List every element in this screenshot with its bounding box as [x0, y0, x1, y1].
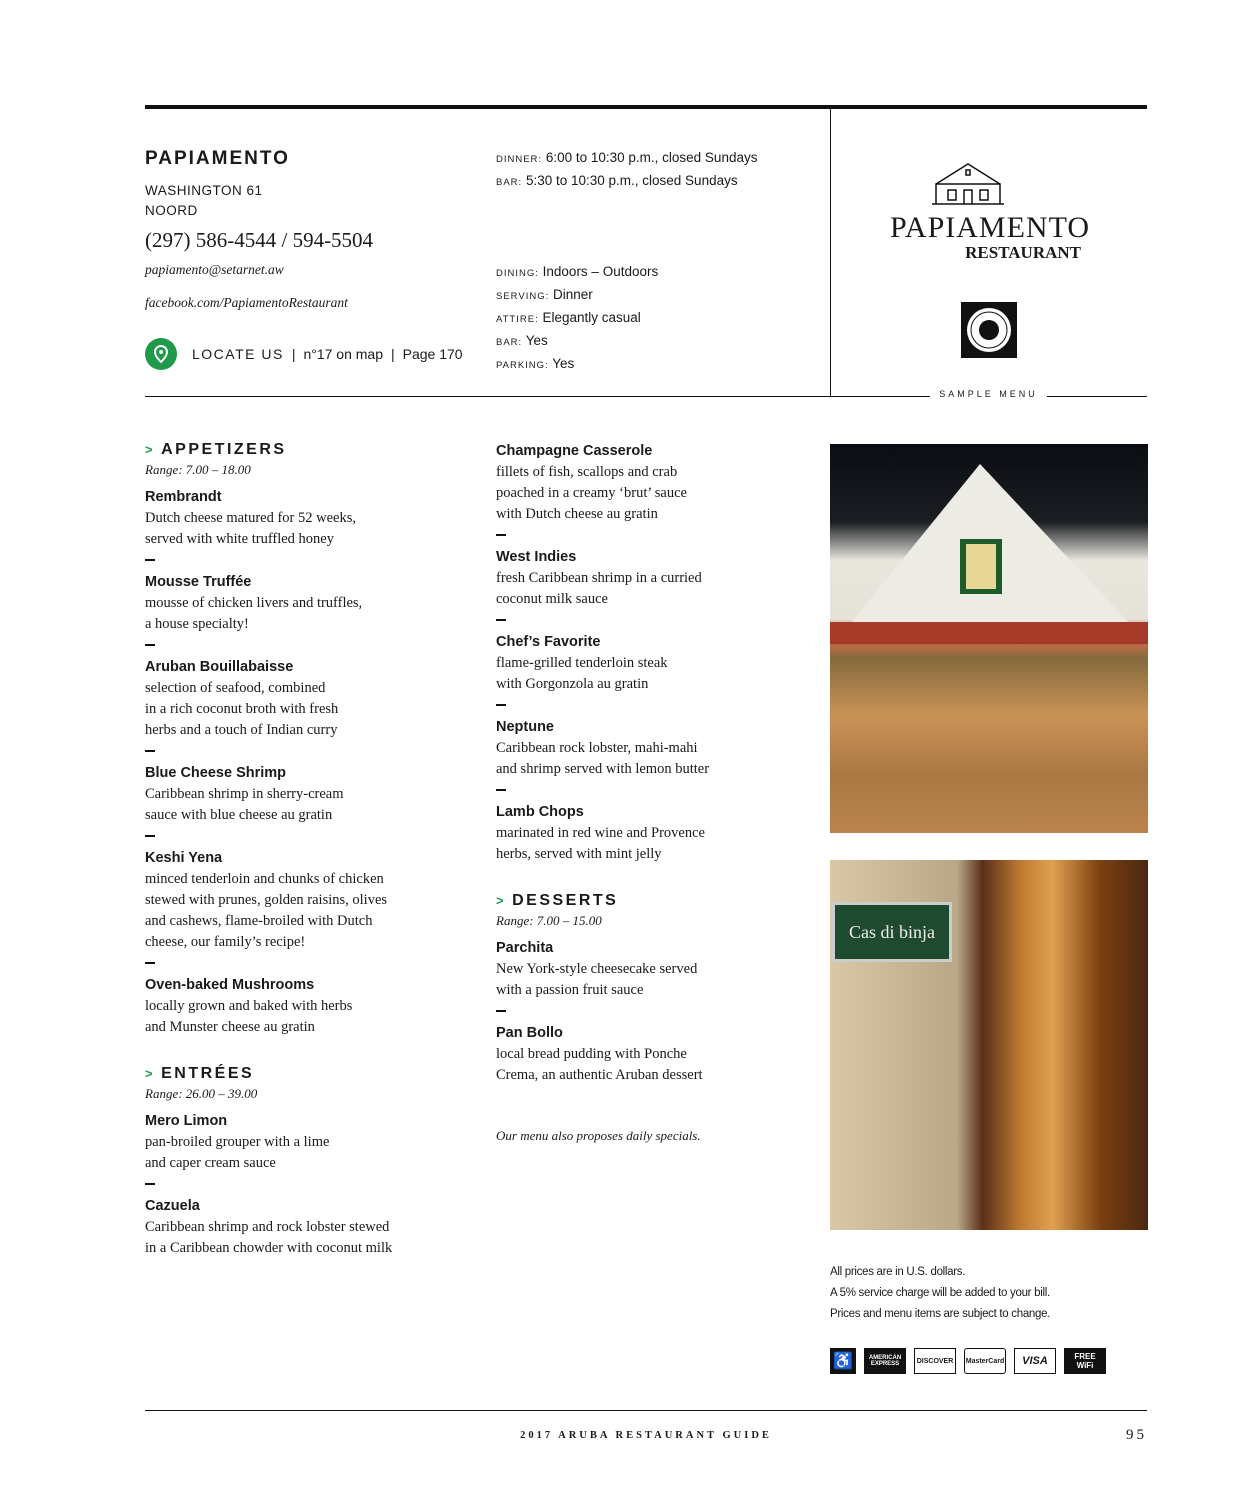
item-description: flame-grilled tenderloin steak [496, 655, 668, 671]
hours-bar [496, 170, 757, 193]
spacer [145, 1038, 465, 1064]
menu-item [145, 974, 465, 1038]
price-range: Range: 26.00 – 39.00 [145, 1086, 258, 1101]
label: SERVING: [496, 291, 550, 302]
value: Yes [525, 333, 548, 348]
menu-item [145, 486, 465, 550]
item-description: with a passion fruit sauce [496, 982, 644, 998]
item-description: Caribbean shrimp and rock lobster stewed [145, 1219, 390, 1235]
item-description: herbs and a touch of Indian curry [145, 722, 338, 738]
discover-icon: DISCOVER [914, 1348, 956, 1374]
item-description: and shrimp served with lemon butter [496, 761, 710, 777]
item-description: Caribbean shrimp in sherry-cream [145, 786, 344, 802]
price-range: Range: 7.00 – 18.00 [145, 462, 251, 477]
specials-note: Our menu also proposes daily specials. [496, 1128, 701, 1143]
menu-item [145, 1195, 465, 1259]
hours [496, 147, 757, 193]
dash-divider [496, 1010, 506, 1012]
item-name: Rembrandt [145, 489, 222, 505]
item-description: Caribbean rock lobster, mahi-mahi [496, 740, 698, 756]
map-pin-icon [145, 338, 177, 370]
value: 5:30 to 10:30 p.m., closed Sundays [525, 173, 738, 188]
visa-icon: VISA [1014, 1348, 1056, 1374]
separator: | [391, 346, 395, 362]
mastercard-icon: MasterCard [964, 1348, 1006, 1374]
page-reference: Page 170 [402, 346, 463, 362]
restaurant-name: PAPIAMENTO [145, 148, 290, 169]
locate-us[interactable] [145, 338, 463, 370]
menu-column-left [145, 440, 465, 1259]
item-description: stewed with prunes, golden raisins, olives [145, 892, 388, 908]
wine-cellar-photo [830, 860, 1148, 1230]
item-description: selection of seafood, combined [145, 680, 326, 696]
chevron-right-icon: > [145, 442, 156, 457]
note: Prices and menu items are subject to change. [830, 1308, 1051, 1320]
building-icon [928, 160, 1008, 208]
wifi-icon: FREE WiFi [1064, 1348, 1106, 1374]
item-description: and Munster cheese au gratin [145, 1019, 315, 1035]
price-range: Range: 7.00 – 15.00 [496, 913, 602, 928]
item-name: Champagne Casserole [496, 443, 653, 459]
item-description: local bread pudding with Ponche [496, 1046, 687, 1062]
item-description: and caper cream sauce [145, 1155, 276, 1171]
item-name: Cazuela [145, 1198, 200, 1214]
item-name: Parchita [496, 940, 554, 956]
item-description: Crema, an authentic Aruban dessert [496, 1067, 703, 1083]
facebook-link[interactable]: facebook.com/PapiamentoRestaurant [145, 295, 348, 310]
item-name: Blue Cheese Shrimp [145, 765, 287, 781]
email-link[interactable]: papiamento@setarnet.aw [145, 262, 284, 277]
section-heading [496, 891, 816, 911]
address-line: NOORD [145, 203, 198, 218]
item-description: with Dutch cheese au gratin [496, 506, 658, 522]
item-description: and cashews, flame-broiled with Dutch [145, 913, 373, 929]
address [145, 181, 263, 221]
label: PARKING: [496, 360, 549, 371]
item-name: Neptune [496, 719, 554, 735]
section-heading [145, 440, 465, 460]
item-description: served with white truffled honey [145, 531, 334, 547]
menu-item [496, 801, 816, 865]
item-description: pan-broiled grouper with a lime [145, 1134, 330, 1150]
item-description: a house specialty! [145, 616, 249, 632]
dash-divider [496, 619, 506, 621]
address-line: WASHINGTON 61 [145, 183, 263, 198]
wheelchair-icon: ♿ [830, 1348, 856, 1374]
dash-divider [496, 789, 506, 791]
item-description: fillets of fish, scallops and crab [496, 464, 678, 480]
detail-serving [496, 284, 658, 307]
dash-divider [145, 962, 155, 964]
divider [1047, 396, 1147, 397]
footer-title: 2017 ARUBA RESTAURANT GUIDE [520, 1430, 772, 1441]
label: BAR: [496, 337, 523, 348]
menu-item [145, 1110, 465, 1174]
phone: (297) 586-4544 / 594-5504 [145, 228, 374, 252]
amex-icon: AMERICAN EXPRESS [864, 1348, 906, 1374]
item-name: Lamb Chops [496, 804, 584, 820]
item-description: fresh Caribbean shrimp in a curried [496, 570, 702, 586]
hours-dinner [496, 147, 757, 170]
section-title: DESSERTS [512, 892, 619, 909]
item-name: Aruban Bouillabaisse [145, 659, 294, 675]
item-name: Keshi Yena [145, 850, 223, 866]
value: Indoors – Outdoors [542, 264, 659, 279]
top-rule [145, 105, 1147, 109]
divider [145, 396, 930, 397]
dash-divider [145, 1183, 155, 1185]
footer-rule [145, 1410, 1147, 1411]
section-title: ENTRÉES [161, 1065, 255, 1082]
menu-column-middle [496, 440, 816, 1152]
dash-divider [496, 534, 506, 536]
menu-item [496, 716, 816, 780]
menu-item [496, 440, 816, 525]
spacer [496, 865, 816, 891]
amenity-icons [830, 1348, 1106, 1374]
dash-divider [145, 559, 155, 561]
item-description: in a Caribbean chowder with coconut milk [145, 1240, 393, 1256]
item-name: Mousse Truffée [145, 574, 252, 590]
menu-item [496, 546, 816, 610]
menu-item [145, 571, 465, 635]
item-description: mousse of chicken livers and truffles, [145, 595, 363, 611]
value: 6:00 to 10:30 p.m., closed Sundays [545, 150, 758, 165]
item-description: marinated in red wine and Provence [496, 825, 705, 841]
item-description: locally grown and baked with herbs [145, 998, 353, 1014]
restaurant-exterior-photo [830, 444, 1148, 833]
restaurant-logo [890, 160, 1091, 263]
separator: | [291, 346, 296, 362]
chevron-right-icon: > [496, 893, 507, 908]
menu-item [145, 847, 465, 953]
menu-item [496, 1022, 816, 1086]
locate-label: LOCATE US [192, 346, 284, 362]
page-number: 95 [1126, 1427, 1147, 1443]
dash-divider [496, 704, 506, 706]
sample-menu-label: SAMPLE MENU [939, 389, 1038, 399]
label: DINING: [496, 268, 539, 279]
value: Dinner [553, 287, 593, 302]
label: ATTIRE: [496, 314, 539, 325]
item-description: in a rich coconut broth with fresh [145, 701, 339, 717]
map-number: n°17 on map [303, 346, 383, 362]
dash-divider [145, 750, 155, 752]
dash-divider [145, 644, 155, 646]
item-description: with Gorgonzola au gratin [496, 676, 649, 692]
detail-bar [496, 330, 658, 353]
notes [830, 1262, 1050, 1325]
value: Elegantly casual [542, 310, 641, 325]
item-name: Mero Limon [145, 1113, 228, 1129]
dash-divider [145, 835, 155, 837]
item-description: herbs, served with mint jelly [496, 846, 662, 862]
item-description: poached in a creamy ‘brut’ sauce [496, 485, 687, 501]
label: DINNER: [496, 154, 543, 165]
detail-attire [496, 307, 658, 330]
item-name: West Indies [496, 549, 577, 565]
item-description: coconut milk sauce [496, 591, 608, 607]
item-description: Dutch cheese matured for 52 weeks, [145, 510, 356, 526]
details [496, 261, 658, 376]
item-name: Oven-baked Mushrooms [145, 977, 315, 993]
menu-item [145, 762, 465, 826]
section-title: APPETIZERS [161, 441, 287, 458]
item-description: sauce with blue cheese au gratin [145, 807, 333, 823]
item-description: New York-style cheesecake served [496, 961, 698, 977]
value: Yes [552, 356, 575, 371]
item-description: cheese, our family’s recipe! [145, 934, 306, 950]
chevron-right-icon: > [145, 1066, 156, 1081]
menu-item [496, 937, 816, 1001]
detail-parking [496, 353, 658, 376]
seal-icon [961, 302, 1017, 358]
item-name: Chef’s Favorite [496, 634, 601, 650]
menu-item [496, 631, 816, 695]
wine-sign: Cas di binja [832, 902, 952, 962]
detail-dining [496, 261, 658, 284]
item-name: Pan Bollo [496, 1025, 563, 1041]
note: A 5% service charge will be added to your bill. [830, 1287, 1050, 1299]
section-heading [145, 1064, 465, 1084]
label: BAR: [496, 177, 523, 188]
note: All prices are in U.S. dollars. [830, 1266, 966, 1278]
divider [830, 107, 831, 397]
logo-name: PAPIAMENTO [890, 211, 1091, 244]
menu-item [145, 656, 465, 741]
item-description: minced tenderloin and chunks of chicken [145, 871, 384, 887]
logo-subtitle: RESTAURANT [965, 243, 1081, 262]
